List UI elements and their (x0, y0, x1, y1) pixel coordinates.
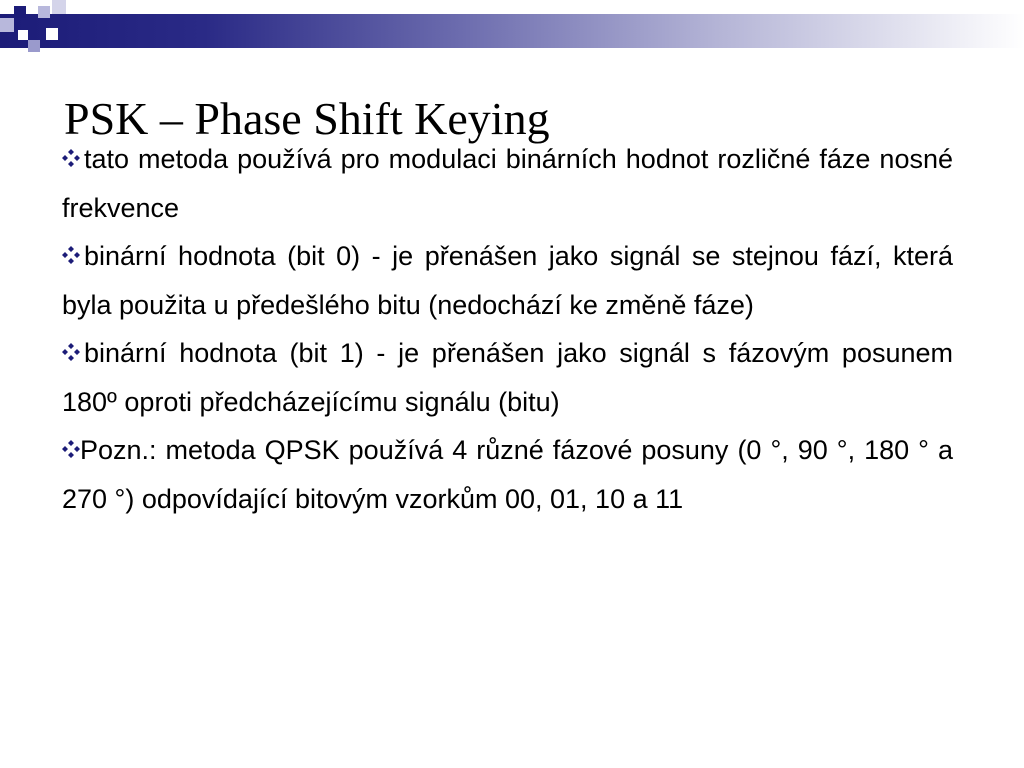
header-gradient-bar (0, 14, 1024, 48)
four-diamond-bullet-icon (62, 440, 80, 458)
bullet-text: tato metoda používá pro modulaci binárních hodnot rozličné fáze nosné frekvence (62, 144, 953, 223)
bullet-paragraph-2 (62, 232, 953, 329)
four-diamond-bullet-icon (62, 246, 80, 264)
decor-square (46, 28, 58, 40)
decor-square (52, 0, 66, 14)
four-diamond-bullet-icon (62, 343, 80, 361)
bullet-text: binární hodnota (bit 0) - je přenášen jako signál se stejnou fází, která byla použita u předešlého bitu (nedochází ke změně fáze) (62, 241, 953, 320)
decor-square (38, 6, 50, 18)
bullet-text: Pozn.: metoda QPSK používá 4 různé fázové posuny (0 °, 90 °, 180 ° a 270 °) odpovídající bitovým vzorkům 00, 01, 10 a 11 (62, 435, 953, 514)
decor-square (0, 18, 14, 32)
four-diamond-bullet-icon (62, 149, 80, 167)
decor-square (28, 40, 40, 52)
slide-body (62, 135, 953, 523)
bullet-paragraph-1 (62, 135, 953, 232)
bullet-paragraph-3 (62, 329, 953, 426)
bullet-text: binární hodnota (bit 1) - je přenášen jako signál s fázovým posunem 180º oproti předcházejícímu signálu (bitu) (62, 338, 953, 417)
decor-square (14, 6, 26, 18)
bullet-paragraph-4 (62, 426, 953, 523)
decor-square (18, 30, 28, 40)
slide-title: PSK – Phase Shift Keying (64, 92, 550, 144)
